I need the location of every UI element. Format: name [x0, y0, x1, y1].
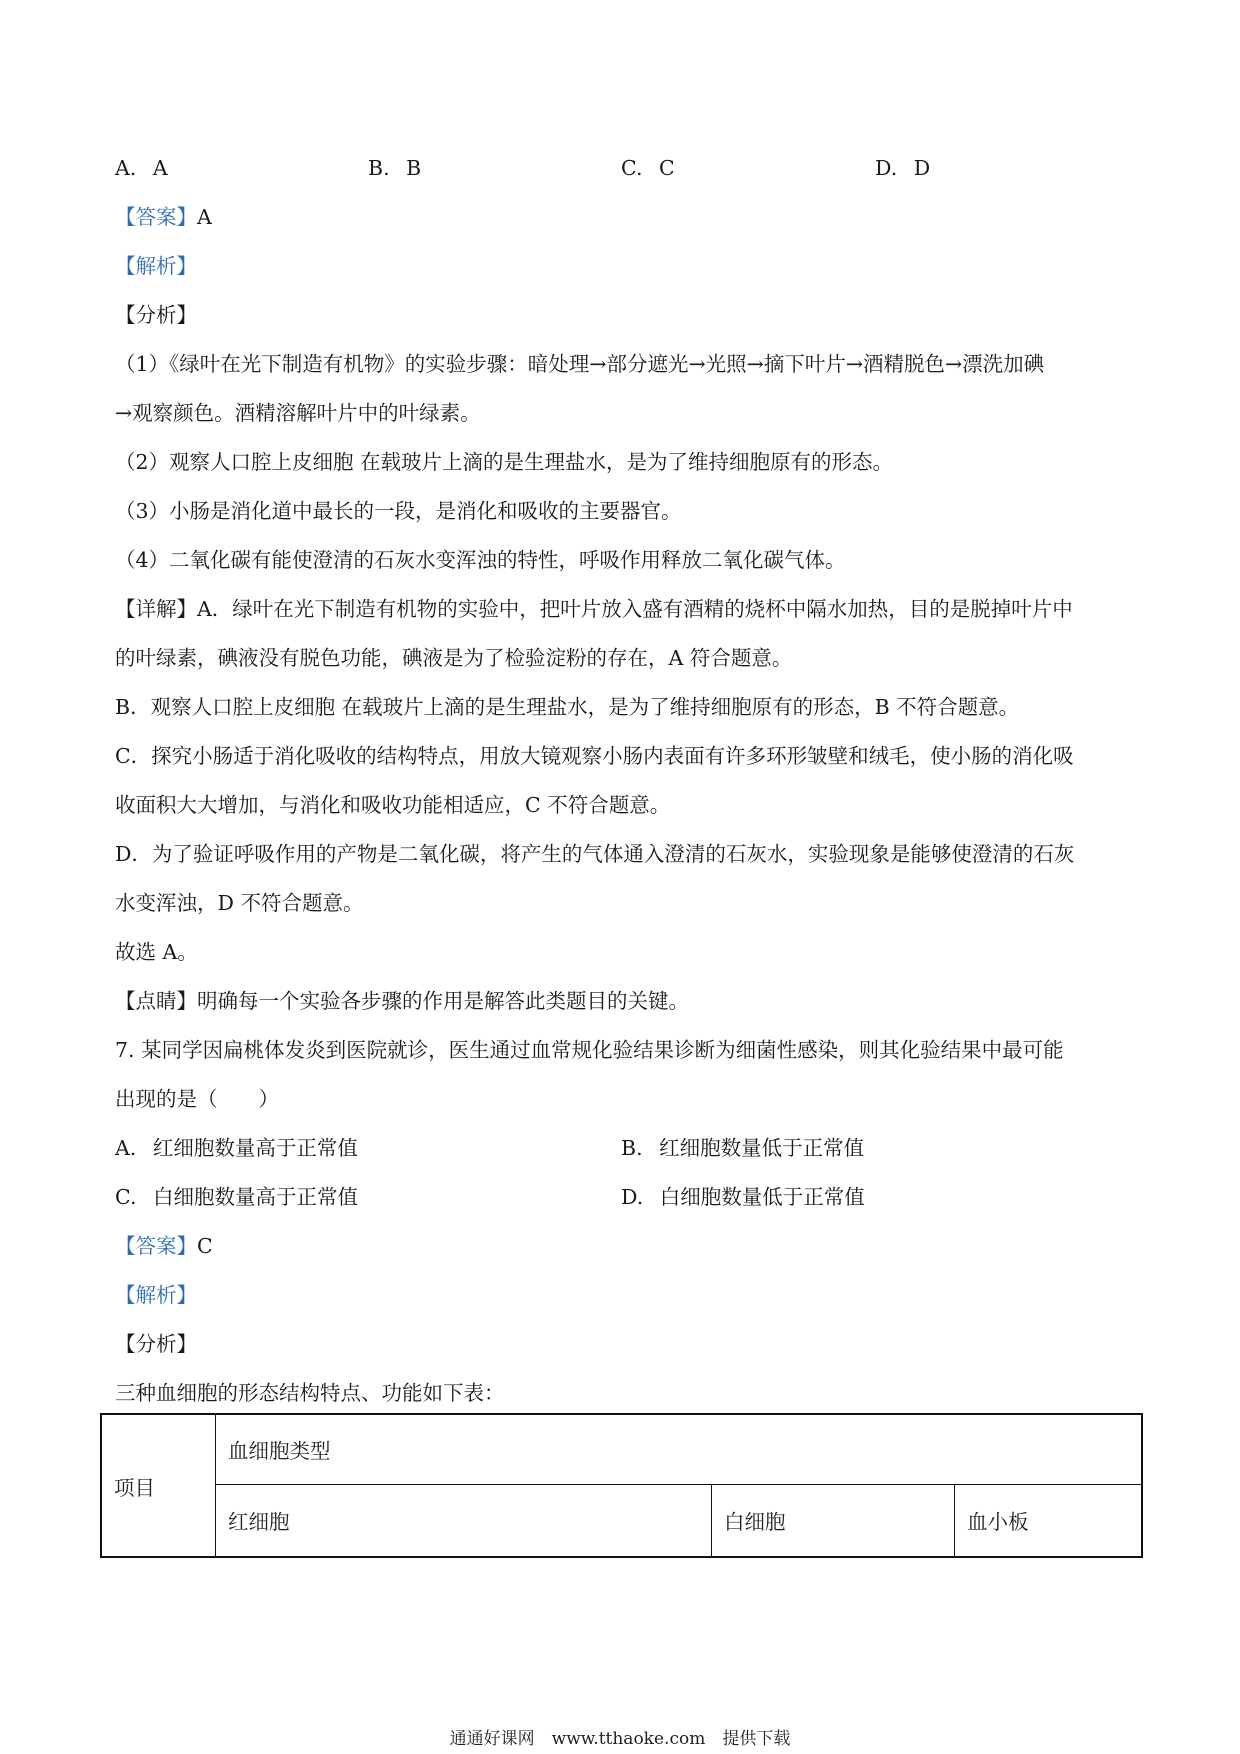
answer-value: A [197, 205, 212, 229]
q6-analysis-line: →观察颜色。酒精溶解叶片中的叶绿素。 [115, 401, 481, 425]
q6-option-b [368, 153, 421, 183]
option-text: 白细胞数量低于正常值 [659, 1185, 865, 1209]
option-key: A. [115, 1136, 137, 1160]
table-cell-red-cell: 红细胞 [216, 1484, 712, 1557]
option-key: D. [875, 156, 898, 180]
q7-option-b [621, 1133, 864, 1163]
table-header-type: 血细胞类型 [216, 1414, 1143, 1484]
q7-table-intro: 三种血细胞的形态结构特点、功能如下表： [115, 1381, 505, 1405]
comment-text: 明确每一个实验各步骤的作用是解答此类题目的关键。 [197, 989, 689, 1013]
q6-option-d [875, 153, 930, 183]
q6-detail-line: C．探究小肠适于消化吸收的结构特点，用放大镜观察小肠内表面有许多环形皱壁和绒毛，使小肠的消化吸 [115, 744, 1074, 768]
option-text: A [152, 156, 168, 180]
q6-detail-line: 的叶绿素，碘液没有脱色功能，碘液是为了检验淀粉的存在，A 符合题意。 [115, 646, 793, 670]
option-key: B. [621, 1136, 643, 1160]
q7-option-c [115, 1182, 358, 1212]
option-key: A. [115, 156, 137, 180]
option-key: C. [621, 156, 643, 180]
option-text: 红细胞数量低于正常值 [659, 1136, 865, 1160]
detail-label: 【详解】 [115, 597, 197, 621]
option-text: C [659, 156, 675, 180]
q6-analysis-line: （2）观察人口腔上皮细胞 在载玻片上滴的是生理盐水，是为了维持细胞原有的形态。 [115, 450, 894, 474]
q7-answer [115, 1231, 213, 1261]
q6-detail-line: 故选 A。 [115, 940, 198, 964]
answer-label: 【答案】 [115, 205, 197, 229]
table-header-item: 项目 [101, 1414, 216, 1557]
q6-jiexi-label: 【解析】 [115, 254, 197, 278]
option-text: 红细胞数量高于正常值 [152, 1136, 358, 1160]
detail-text: A．绿叶在光下制造有机物的实验中，把叶片放入盛有酒精的烧杯中隔水加热，目的是脱掉叶片中 [197, 597, 1073, 621]
q7-jiexi-label: 【解析】 [115, 1283, 197, 1307]
q6-analysis-line: （4）二氧化碳有能使澄清的石灰水变浑浊的特性，呼吸作用释放二氧化碳气体。 [115, 548, 846, 572]
option-key: D. [621, 1185, 644, 1209]
q6-analysis-line: （1）《绿叶在光下制造有机物》的实验步骤：暗处理→部分遮光→光照→摘下叶片→酒精脱色→漂洗加碘 [115, 352, 1045, 376]
q7-stem-line: 7. 某同学因扁桃体发炎到医院就诊，医生通过血常规化验结果诊断为细菌性感染，则其化验结果中最可能 [115, 1038, 1064, 1062]
q6-option-c [621, 153, 675, 183]
q6-fenxi-label: 【分析】 [115, 303, 197, 327]
q6-detail-line [115, 594, 1073, 624]
q7-option-d [621, 1182, 865, 1212]
option-text: B [406, 156, 422, 180]
option-key: C. [115, 1185, 137, 1209]
answer-value: C [197, 1234, 213, 1258]
table-cell-platelet: 血小板 [955, 1484, 1143, 1557]
q6-option-a [115, 153, 168, 183]
q7-fenxi-label: 【分析】 [115, 1332, 197, 1356]
q6-detail-line: D．为了验证呼吸作用的产物是二氧化碳，将产生的气体通入澄清的石灰水，实验现象是能够使澄清的石灰 [115, 842, 1075, 866]
q6-detail-line: 收面积大大增加，与消化和吸收功能相适应，C 不符合题意。 [115, 793, 671, 817]
q7-stem-line: 出现的是（ ） [115, 1087, 279, 1111]
q6-answer [115, 202, 212, 232]
q7-option-a [115, 1133, 358, 1163]
q6-detail-line: B．观察人口腔上皮细胞 在载玻片上滴的是生理盐水，是为了维持细胞原有的形态，B 不符合题意。 [115, 695, 1020, 719]
q6-analysis-line: （3）小肠是消化道中最长的一段，是消化和吸收的主要器官。 [115, 499, 682, 523]
option-text: 白细胞数量高于正常值 [153, 1185, 359, 1209]
page-footer: 通通好课网 www.tthaoke.com 提供下载 [449, 1729, 791, 1749]
q6-comment [115, 986, 689, 1016]
comment-label: 【点睛】 [115, 989, 197, 1013]
blood-cell-table [100, 1413, 1143, 1558]
q6-detail-line: 水变浑浊，D 不符合题意。 [115, 891, 364, 915]
table-cell-white-cell: 白细胞 [712, 1484, 955, 1557]
option-key: B. [368, 156, 390, 180]
answer-label: 【答案】 [115, 1234, 197, 1258]
option-text: D [913, 156, 931, 180]
